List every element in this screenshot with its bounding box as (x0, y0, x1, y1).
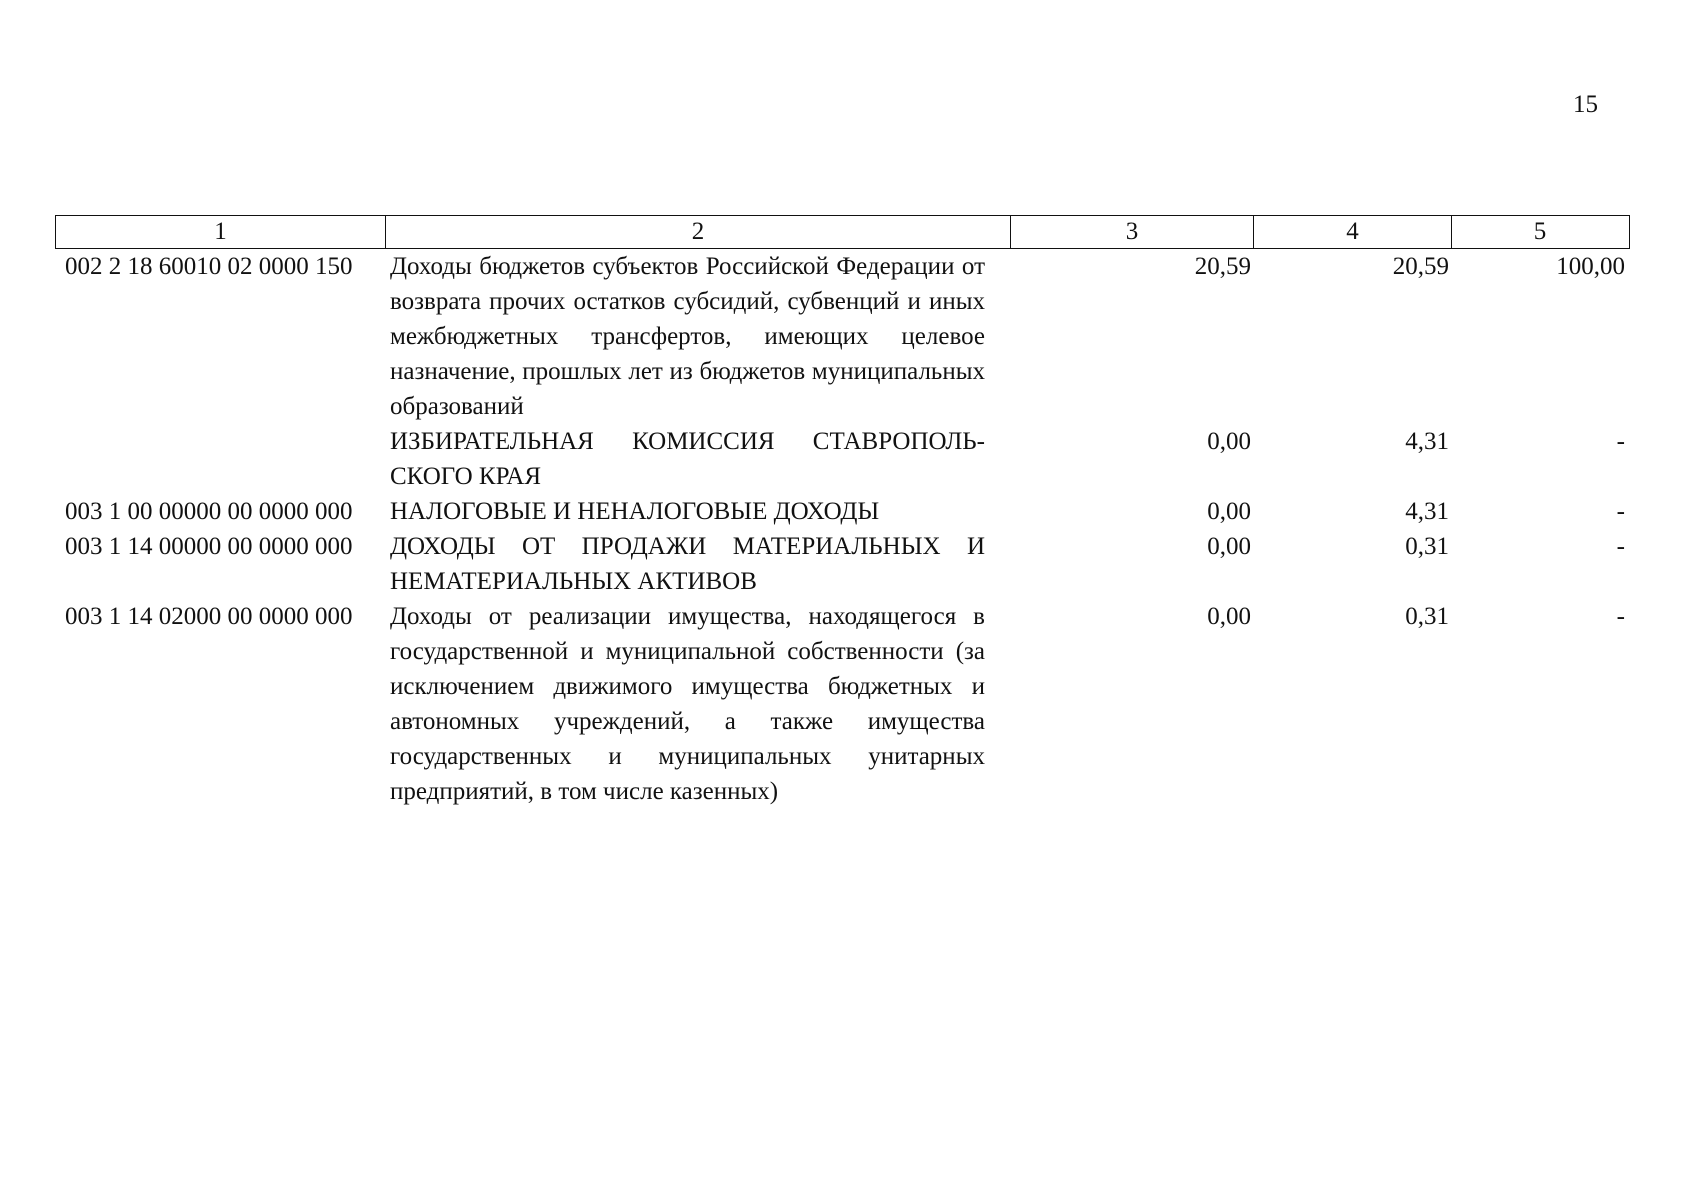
table-row (55, 529, 1630, 599)
row-col3: 20,59 (1194, 253, 1251, 280)
row-col4: 0,31 (1405, 533, 1449, 560)
table-header (55, 215, 1630, 249)
row-code: 003 1 14 00000 00 0000 000 (65, 533, 353, 560)
table-row (55, 424, 1630, 494)
table-row (55, 249, 1630, 424)
row-name: НАЛОГОВЫЕ И НЕНАЛОГОВЫЕ ДОХОДЫ (390, 498, 880, 525)
header-col-2: 2 (386, 216, 1011, 248)
row-col5: - (1616, 428, 1625, 455)
header-col-3: 3 (1011, 216, 1254, 248)
header-col-1: 1 (56, 216, 386, 248)
row-code: 002 2 18 60010 02 0000 150 (65, 253, 353, 280)
header-col-4: 4 (1254, 216, 1452, 248)
row-col4: 20,59 (1392, 253, 1449, 280)
row-col3: 0,00 (1207, 533, 1251, 560)
row-col5: - (1616, 533, 1625, 560)
row-code (55, 424, 385, 494)
table-row (55, 494, 1630, 529)
row-col4: 0,31 (1405, 603, 1449, 630)
row-col5: - (1616, 498, 1625, 525)
table-body (55, 249, 1630, 809)
row-name: Доходы бюджетов субъектов Российской Федерации от возврата прочих остатков субсидий, субвенций и иных межбюджетных трансфертов, имеющих целевое назначение, прошлых лет из бюджетов муниципальных образований (390, 253, 985, 420)
row-name: Доходы от реализации имущества, находящегося в государственной и муниципальной собственности (за исключением движимого имущества бюджетных и автономных учреждений, а также имущества государственных и муниципальных унитарных предприятий, в том числе казенных) (390, 603, 985, 805)
row-col3: 0,00 (1207, 603, 1251, 630)
row-code: 003 1 00 00000 00 0000 000 (65, 498, 353, 525)
row-name: ИЗБИРАТЕЛЬНАЯ КОМИССИЯ СТАВРОПОЛЬСКОГО КРАЯ (390, 428, 985, 490)
row-col4: 4,31 (1405, 498, 1449, 525)
header-col-5: 5 (1533, 218, 1547, 245)
row-col3: 0,00 (1207, 428, 1251, 455)
page-number: 15 (1573, 91, 1598, 118)
row-col4: 4,31 (1405, 428, 1449, 455)
row-col5: 100,00 (1556, 253, 1625, 280)
row-code: 003 1 14 02000 00 0000 000 (65, 603, 353, 630)
row-col3: 0,00 (1207, 498, 1251, 525)
row-col5: - (1616, 603, 1625, 630)
row-name: ДОХОДЫ ОТ ПРОДАЖИ МАТЕРИАЛЬНЫХ И НЕМАТЕРИАЛЬНЫХ АКТИВОВ (390, 533, 985, 595)
table-row (55, 599, 1630, 809)
